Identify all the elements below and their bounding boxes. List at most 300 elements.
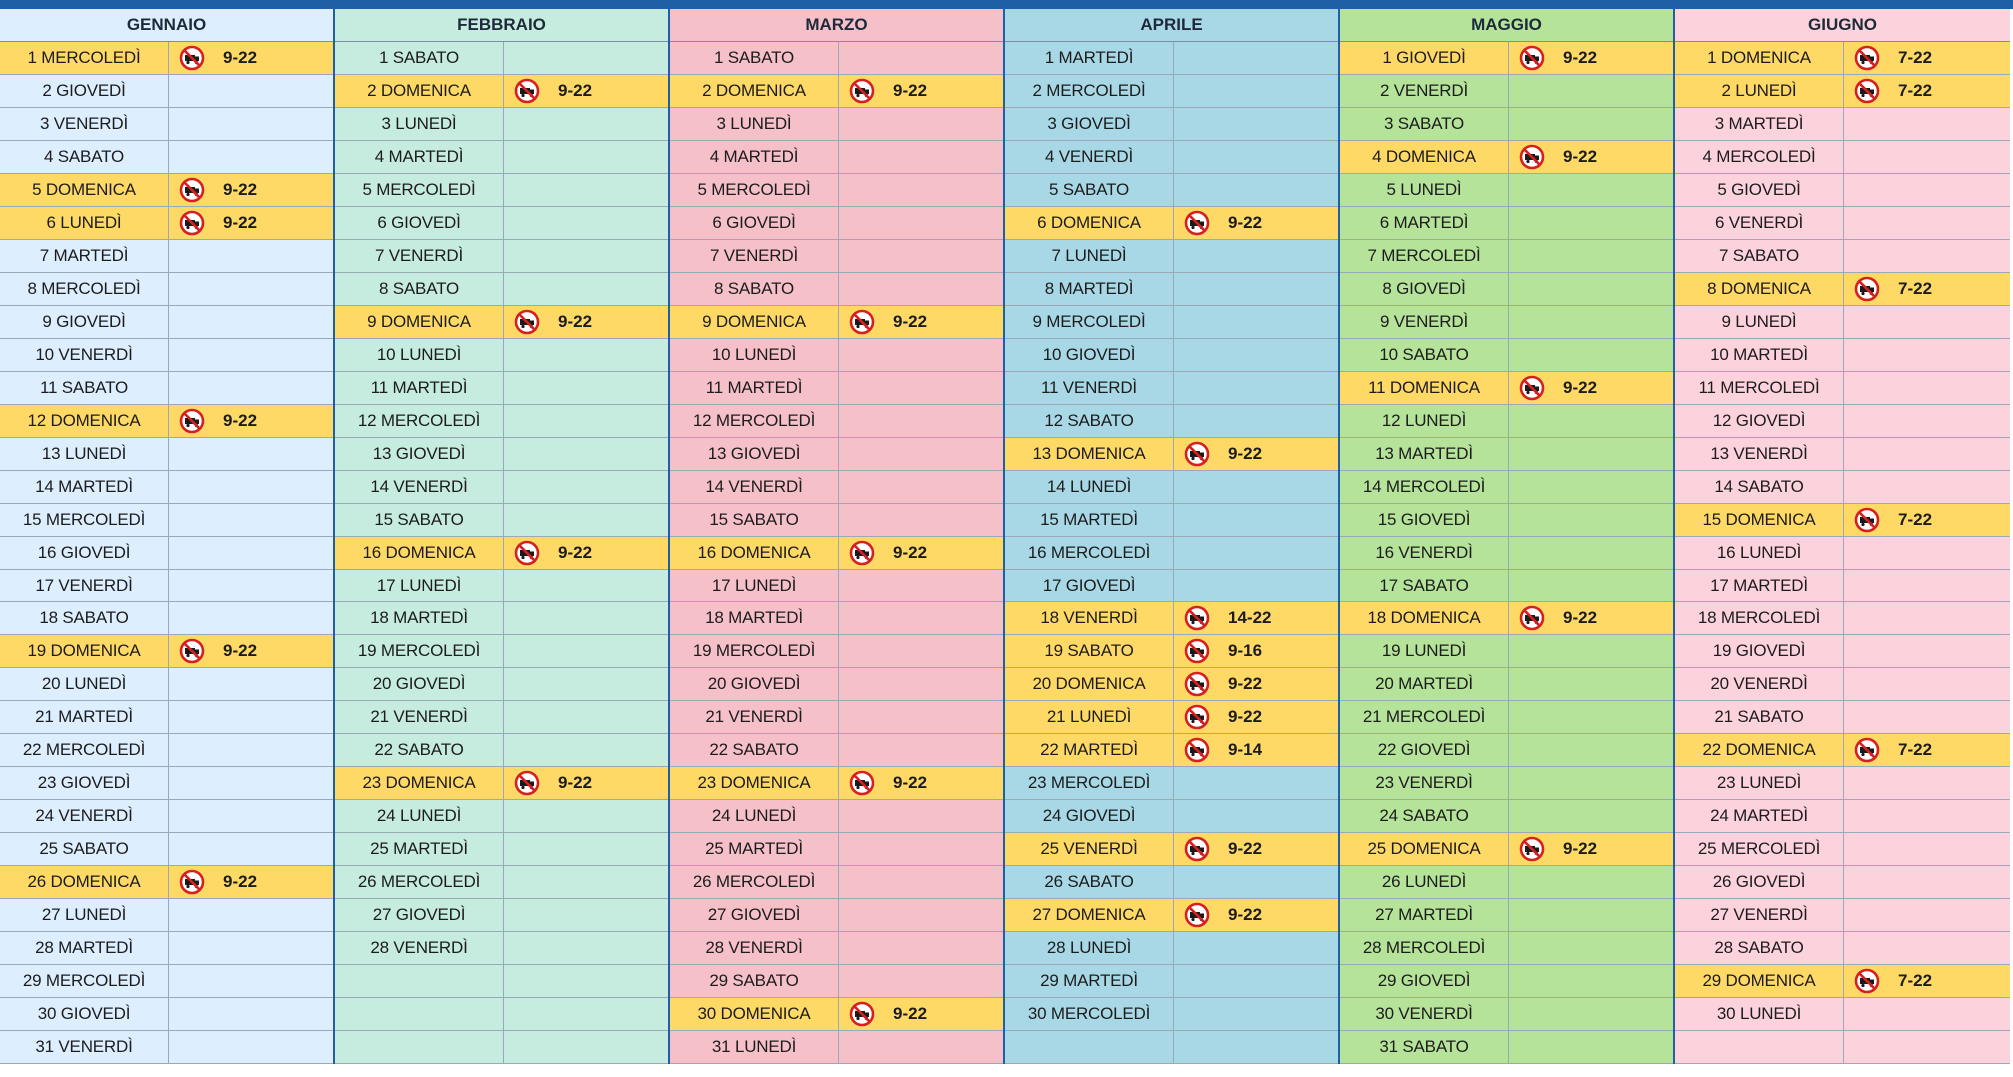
restriction-cell	[1174, 471, 1338, 503]
day-label: 7 MARTEDÌ	[0, 240, 169, 272]
day-label: 17 MARTEDÌ	[1675, 570, 1844, 602]
restriction-cell	[169, 339, 333, 371]
day-label: 2 DOMENICA	[335, 75, 504, 107]
day-label: 14 LUNEDÌ	[1005, 471, 1174, 503]
month-column-giugno	[1675, 9, 2010, 1064]
restriction-hours: 9-22	[223, 47, 258, 67]
day-row	[1675, 932, 2010, 965]
restriction-cell	[839, 734, 1003, 766]
day-label: 15 DOMENICA	[1675, 504, 1844, 536]
day-label: 25 VENERDÌ	[1005, 833, 1174, 865]
restriction-hours: 7-22	[1898, 971, 1933, 991]
restriction-hours: 7-22	[1898, 47, 1933, 67]
day-row	[670, 240, 1003, 273]
restriction-cell	[1174, 1031, 1338, 1063]
day-row	[0, 141, 333, 174]
day-label: 21 MARTEDÌ	[0, 701, 169, 733]
day-row	[670, 405, 1003, 438]
day-row	[670, 438, 1003, 471]
day-row	[1340, 833, 1673, 866]
day-row	[0, 570, 333, 603]
restriction-cell	[169, 306, 333, 338]
day-row	[335, 537, 668, 570]
day-row	[1340, 734, 1673, 767]
restriction-cell	[1844, 899, 2010, 931]
day-label: 28 MERCOLEDÌ	[1340, 932, 1509, 964]
restriction-cell	[1174, 42, 1338, 74]
day-row	[1675, 998, 2010, 1031]
day-label: 14 VENERDÌ	[335, 471, 504, 503]
day-row	[0, 899, 333, 932]
day-row	[670, 174, 1003, 207]
day-row	[0, 734, 333, 767]
restriction-cell	[839, 240, 1003, 272]
restriction-cell	[1844, 108, 2010, 140]
restriction-cell	[1844, 1031, 2010, 1063]
day-label: 4 MERCOLEDÌ	[1675, 141, 1844, 173]
day-label: 7 LUNEDÌ	[1005, 240, 1174, 272]
restriction-cell	[1509, 800, 1673, 832]
day-label: 13 DOMENICA	[1005, 438, 1174, 470]
restriction-hours: 9-16	[1228, 641, 1263, 661]
day-label: 14 MARTEDÌ	[0, 471, 169, 503]
restriction-cell	[1509, 932, 1673, 964]
month-header: MARZO	[670, 9, 1003, 42]
no-trucks-icon	[514, 78, 540, 104]
day-row	[1005, 42, 1338, 75]
day-row	[1340, 504, 1673, 537]
day-row	[1340, 998, 1673, 1031]
day-label: 18 MERCOLEDÌ	[1675, 602, 1844, 634]
day-row	[670, 668, 1003, 701]
day-label: 27 LUNEDÌ	[0, 899, 169, 931]
day-label: 19 LUNEDÌ	[1340, 635, 1509, 667]
no-trucks-icon	[1184, 704, 1210, 730]
restriction-cell	[1174, 701, 1338, 733]
restriction-hours: 9-22	[223, 179, 258, 199]
no-trucks-icon	[1184, 638, 1210, 664]
day-row	[1340, 339, 1673, 372]
day-row	[0, 438, 333, 471]
day-row	[1675, 734, 2010, 767]
restriction-cell	[504, 108, 668, 140]
day-label	[335, 998, 504, 1030]
restriction-cell	[839, 273, 1003, 305]
no-trucks-icon	[1854, 78, 1880, 104]
day-row	[1005, 767, 1338, 800]
restriction-hours: 9-22	[1228, 707, 1263, 727]
day-label: 23 DOMENICA	[335, 767, 504, 799]
day-label: 16 DOMENICA	[670, 537, 839, 569]
day-label: 10 SABATO	[1340, 339, 1509, 371]
restriction-hours: 9-22	[223, 641, 258, 661]
day-row	[1675, 767, 2010, 800]
restriction-cell	[169, 75, 333, 107]
restriction-cell	[1844, 75, 2010, 107]
day-row	[0, 998, 333, 1031]
day-label: 25 MERCOLEDÌ	[1675, 833, 1844, 865]
restriction-hours: 7-22	[1898, 740, 1933, 760]
day-label: 21 VENERDÌ	[670, 701, 839, 733]
day-label	[335, 1031, 504, 1063]
restriction-hours: 9-22	[223, 410, 258, 430]
restriction-cell	[839, 141, 1003, 173]
restriction-cell	[169, 833, 333, 865]
restriction-cell	[1509, 998, 1673, 1030]
day-label: 23 VENERDÌ	[1340, 767, 1509, 799]
day-label: 13 GIOVEDÌ	[335, 438, 504, 470]
day-row	[1675, 306, 2010, 339]
day-label: 13 VENERDÌ	[1675, 438, 1844, 470]
no-trucks-icon	[1519, 45, 1545, 71]
restriction-cell	[1509, 306, 1673, 338]
day-row	[0, 504, 333, 537]
day-label: 5 MERCOLEDÌ	[335, 174, 504, 206]
day-label: 4 MARTEDÌ	[335, 141, 504, 173]
no-trucks-icon	[179, 408, 205, 434]
day-row	[1340, 306, 1673, 339]
day-row	[1005, 372, 1338, 405]
no-trucks-icon	[179, 869, 205, 895]
day-label: 18 VENERDÌ	[1005, 602, 1174, 634]
day-label: 18 DOMENICA	[1340, 602, 1509, 634]
day-row	[1005, 635, 1338, 668]
restriction-cell	[1509, 833, 1673, 865]
day-label: 23 GIOVEDÌ	[0, 767, 169, 799]
day-row	[670, 42, 1003, 75]
restriction-cell	[1844, 800, 2010, 832]
day-label: 22 GIOVEDÌ	[1340, 734, 1509, 766]
day-label: 29 MARTEDÌ	[1005, 965, 1174, 997]
day-row	[0, 174, 333, 207]
day-row	[1340, 207, 1673, 240]
day-row	[335, 306, 668, 339]
restriction-cell	[504, 273, 668, 305]
day-row	[335, 668, 668, 701]
no-trucks-icon	[1854, 737, 1880, 763]
day-row	[0, 668, 333, 701]
day-label: 19 SABATO	[1005, 635, 1174, 667]
day-label: 19 DOMENICA	[0, 635, 169, 667]
restriction-cell	[1509, 602, 1673, 634]
month-header: FEBBRAIO	[335, 9, 668, 42]
day-label: 17 GIOVEDÌ	[1005, 570, 1174, 602]
day-row	[1340, 537, 1673, 570]
restriction-cell	[1844, 866, 2010, 898]
restriction-cell	[1174, 306, 1338, 338]
restriction-hours: 9-22	[558, 773, 593, 793]
day-label: 26 SABATO	[1005, 866, 1174, 898]
day-row	[0, 965, 333, 998]
day-label: 18 MARTEDÌ	[335, 602, 504, 634]
month-column-marzo	[670, 9, 1005, 1064]
day-label: 28 VENERDÌ	[335, 932, 504, 964]
day-label: 23 DOMENICA	[670, 767, 839, 799]
restriction-cell	[504, 504, 668, 536]
restriction-cell	[1509, 372, 1673, 404]
restriction-cell	[1509, 75, 1673, 107]
day-row	[1005, 734, 1338, 767]
day-row	[1675, 504, 2010, 537]
day-row	[0, 273, 333, 306]
restriction-hours: 9-14	[1228, 740, 1263, 760]
restriction-hours: 7-22	[1898, 509, 1933, 529]
restriction-cell	[504, 899, 668, 931]
day-row	[670, 306, 1003, 339]
restriction-hours: 9-22	[1563, 377, 1598, 397]
day-label: 10 GIOVEDÌ	[1005, 339, 1174, 371]
day-row	[0, 207, 333, 240]
day-label	[1675, 1031, 1844, 1063]
restriction-hours: 9-22	[558, 311, 593, 331]
day-row	[1005, 174, 1338, 207]
restriction-cell	[839, 899, 1003, 931]
day-row	[670, 141, 1003, 174]
restriction-cell	[839, 405, 1003, 437]
day-row	[670, 273, 1003, 306]
day-label: 24 LUNEDÌ	[335, 800, 504, 832]
restriction-cell	[169, 734, 333, 766]
restriction-cell	[1509, 273, 1673, 305]
restriction-cell	[1844, 734, 2010, 766]
day-label: 13 LUNEDÌ	[0, 438, 169, 470]
day-label	[335, 965, 504, 997]
restriction-cell	[1509, 174, 1673, 206]
day-row	[1005, 339, 1338, 372]
day-label: 11 SABATO	[0, 372, 169, 404]
day-label: 26 DOMENICA	[0, 866, 169, 898]
day-label: 14 MERCOLEDÌ	[1340, 471, 1509, 503]
restriction-cell	[169, 899, 333, 931]
day-label: 11 DOMENICA	[1340, 372, 1509, 404]
day-row	[1005, 899, 1338, 932]
day-label: 17 LUNEDÌ	[335, 570, 504, 602]
restriction-cell	[169, 372, 333, 404]
day-row	[0, 800, 333, 833]
day-row	[335, 339, 668, 372]
day-label: 8 MARTEDÌ	[1005, 273, 1174, 305]
restriction-cell	[169, 800, 333, 832]
day-label: 11 MARTEDÌ	[670, 372, 839, 404]
day-row	[1675, 405, 2010, 438]
restriction-cell	[169, 537, 333, 569]
day-label: 5 LUNEDÌ	[1340, 174, 1509, 206]
restriction-cell	[1844, 438, 2010, 470]
restriction-cell	[1844, 932, 2010, 964]
day-row	[670, 108, 1003, 141]
day-row	[1005, 207, 1338, 240]
restriction-cell	[504, 372, 668, 404]
day-row	[335, 471, 668, 504]
day-row	[335, 635, 668, 668]
restriction-cell	[504, 602, 668, 634]
no-trucks-icon	[1184, 671, 1210, 697]
day-row	[1340, 108, 1673, 141]
day-label: 8 SABATO	[335, 273, 504, 305]
restriction-cell	[1844, 833, 2010, 865]
restriction-cell	[504, 42, 668, 74]
day-label: 21 SABATO	[1675, 701, 1844, 733]
day-row	[670, 339, 1003, 372]
day-label: 6 VENERDÌ	[1675, 207, 1844, 239]
day-row	[335, 405, 668, 438]
day-row	[1675, 602, 2010, 635]
day-row	[1340, 570, 1673, 603]
restriction-cell	[1844, 504, 2010, 536]
no-trucks-icon	[849, 309, 875, 335]
no-trucks-icon	[1854, 276, 1880, 302]
day-row	[1675, 570, 2010, 603]
restriction-cell	[839, 207, 1003, 239]
restriction-cell	[1509, 240, 1673, 272]
day-row	[1675, 471, 2010, 504]
day-label: 25 MARTEDÌ	[335, 833, 504, 865]
day-row	[0, 75, 333, 108]
day-row	[335, 504, 668, 537]
day-label: 24 GIOVEDÌ	[1005, 800, 1174, 832]
restriction-cell	[504, 635, 668, 667]
restriction-cell	[169, 866, 333, 898]
restriction-cell	[1844, 306, 2010, 338]
day-row	[1005, 306, 1338, 339]
day-label: 30 DOMENICA	[670, 998, 839, 1030]
day-row	[670, 932, 1003, 965]
day-row	[1675, 537, 2010, 570]
day-label: 30 GIOVEDÌ	[0, 998, 169, 1030]
day-row	[670, 899, 1003, 932]
restriction-cell	[1174, 273, 1338, 305]
day-label: 11 MERCOLEDÌ	[1675, 372, 1844, 404]
day-label: 12 MERCOLEDÌ	[335, 405, 504, 437]
restriction-cell	[1174, 767, 1338, 799]
day-label: 24 LUNEDÌ	[670, 800, 839, 832]
no-trucks-icon	[1184, 836, 1210, 862]
day-row	[670, 207, 1003, 240]
day-label: 3 SABATO	[1340, 108, 1509, 140]
day-row	[1005, 701, 1338, 734]
restriction-cell	[169, 635, 333, 667]
day-label: 25 SABATO	[0, 833, 169, 865]
day-row	[1340, 240, 1673, 273]
restriction-cell	[1509, 1031, 1673, 1063]
restriction-cell	[839, 504, 1003, 536]
day-row	[0, 932, 333, 965]
no-trucks-icon	[1519, 375, 1545, 401]
day-label: 9 DOMENICA	[670, 306, 839, 338]
day-label: 17 VENERDÌ	[0, 570, 169, 602]
restriction-cell	[1509, 767, 1673, 799]
day-row	[1340, 767, 1673, 800]
day-row	[1005, 240, 1338, 273]
day-row	[1005, 570, 1338, 603]
restriction-cell	[1174, 965, 1338, 997]
day-label: 1 MERCOLEDÌ	[0, 42, 169, 74]
day-row	[670, 965, 1003, 998]
restriction-cell	[1174, 734, 1338, 766]
day-label: 3 GIOVEDÌ	[1005, 108, 1174, 140]
restriction-cell	[1509, 965, 1673, 997]
day-label: 26 MERCOLEDÌ	[670, 866, 839, 898]
day-label: 15 SABATO	[335, 504, 504, 536]
restriction-cell	[1844, 141, 2010, 173]
day-label: 22 MERCOLEDÌ	[0, 734, 169, 766]
restriction-cell	[1509, 899, 1673, 931]
day-label: 28 SABATO	[1675, 932, 1844, 964]
restriction-cell	[839, 438, 1003, 470]
restriction-cell	[169, 141, 333, 173]
no-trucks-icon	[179, 45, 205, 71]
restriction-cell	[1174, 372, 1338, 404]
restriction-cell	[1844, 602, 2010, 634]
restriction-cell	[169, 174, 333, 206]
no-trucks-icon	[849, 540, 875, 566]
month-column-febbraio	[335, 9, 670, 1064]
day-row	[1675, 75, 2010, 108]
day-row	[335, 833, 668, 866]
day-row	[335, 108, 668, 141]
day-label: 1 SABATO	[670, 42, 839, 74]
day-row	[0, 240, 333, 273]
restriction-hours: 9-22	[893, 80, 928, 100]
day-row	[1340, 174, 1673, 207]
restriction-cell	[1174, 602, 1338, 634]
restriction-cell	[169, 273, 333, 305]
no-trucks-icon	[514, 309, 540, 335]
day-label: 6 GIOVEDÌ	[335, 207, 504, 239]
restriction-cell	[169, 504, 333, 536]
restriction-cell	[1844, 471, 2010, 503]
restriction-hours: 9-22	[1563, 608, 1598, 628]
day-row	[1675, 866, 2010, 899]
day-label: 3 VENERDÌ	[0, 108, 169, 140]
day-label: 20 VENERDÌ	[1675, 668, 1844, 700]
restriction-cell	[169, 767, 333, 799]
restriction-hours: 9-22	[893, 773, 928, 793]
restriction-cell	[1174, 537, 1338, 569]
restriction-hours: 9-22	[1228, 905, 1263, 925]
restriction-cell	[1174, 800, 1338, 832]
month-header: APRILE	[1005, 9, 1338, 42]
day-row	[0, 635, 333, 668]
restriction-hours: 7-22	[1898, 80, 1933, 100]
day-label: 24 SABATO	[1340, 800, 1509, 832]
day-label: 17 SABATO	[1340, 570, 1509, 602]
restriction-cell	[1174, 108, 1338, 140]
restriction-cell	[1174, 339, 1338, 371]
restriction-cell	[504, 932, 668, 964]
no-trucks-icon	[179, 177, 205, 203]
restriction-cell	[839, 174, 1003, 206]
day-row	[670, 504, 1003, 537]
day-label: 13 GIOVEDÌ	[670, 438, 839, 470]
no-trucks-icon	[1184, 210, 1210, 236]
day-label: 7 VENERDÌ	[670, 240, 839, 272]
day-label: 5 DOMENICA	[0, 174, 169, 206]
day-row	[1005, 537, 1338, 570]
day-label: 9 MERCOLEDÌ	[1005, 306, 1174, 338]
day-label: 5 MERCOLEDÌ	[670, 174, 839, 206]
day-label: 22 MARTEDÌ	[1005, 734, 1174, 766]
restriction-hours: 9-22	[1228, 839, 1263, 859]
month-header: GENNAIO	[0, 9, 333, 42]
day-label: 29 SABATO	[670, 965, 839, 997]
day-row	[670, 570, 1003, 603]
day-label: 9 VENERDÌ	[1340, 306, 1509, 338]
day-row	[1005, 75, 1338, 108]
day-row	[1340, 602, 1673, 635]
restriction-cell	[1844, 767, 2010, 799]
day-row	[0, 537, 333, 570]
